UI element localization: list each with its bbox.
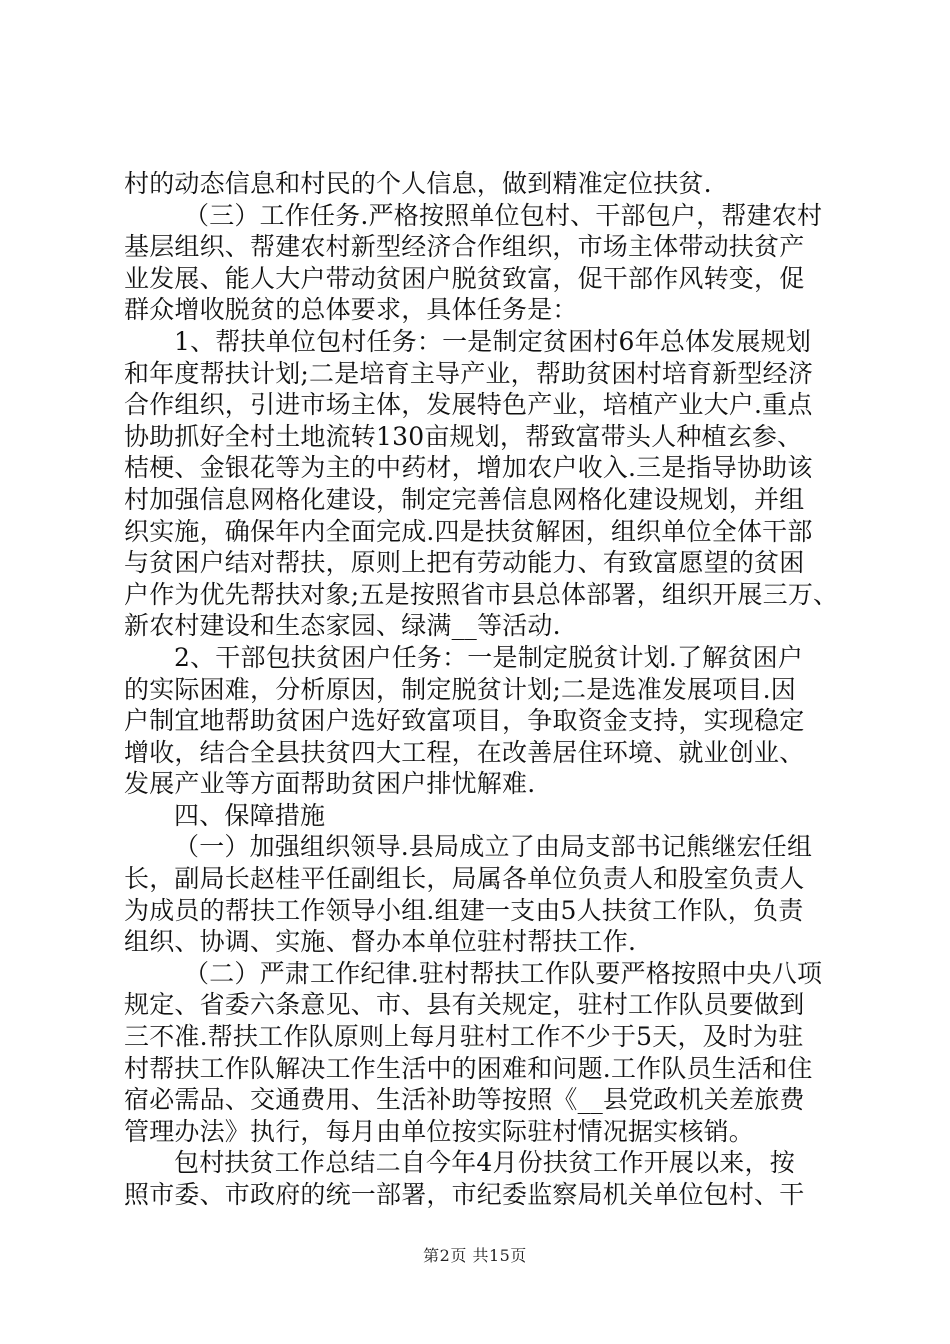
- text-line: 和年度帮扶计划;二是培育主导产业，帮助贫困村培育新型经济: [124, 358, 814, 388]
- text-line: 照市委、市政府的统一部署，市纪委监察局机关单位包村、干: [124, 1180, 805, 1209]
- text-line: 群众增收脱贫的总体要求，具体任务是：: [124, 295, 578, 325]
- text-line: 宿必需品、交通费用、生活补助等按照《__县党政机关差旅费: [124, 1085, 805, 1115]
- text-line: 的实际困难，分析原因，制定脱贫计划;二是选准发展项目.因: [124, 674, 796, 704]
- text-line: 户作为优先帮扶对象;五是按照省市县总体部署，组织开展三万、: [124, 579, 839, 609]
- text-line: 织实施，确保年内全面完成.四是扶贫解困，组织单位全体干部: [124, 516, 813, 546]
- text-line: （一）加强组织领导.县局成立了由局支部书记熊继宏任组: [174, 832, 813, 862]
- text-line: 为成员的帮扶工作领导小组.组建一支由5人扶贫工作队，负责: [124, 895, 804, 925]
- text-line: 增收，结合全县扶贫四大工程，在改善居住环境、就业创业、: [124, 737, 805, 767]
- text-line: 管理办法》执行，每月由单位按实际驻村情况据实核销。: [124, 1116, 755, 1146]
- document-body: [124, 168, 839, 1211]
- text-line: 发展产业等方面帮助贫困户排忧解难.: [124, 769, 536, 799]
- text-line: 新农村建设和生态家园、绿满__等活动.: [124, 611, 561, 641]
- text-line: 户制宜地帮助贫困户选好致富项目，争取资金支持，实现稳定: [124, 706, 805, 736]
- page-footer: 第2页 共15页: [423, 1246, 527, 1265]
- text-line: 基层组织、帮建农村新型经济合作组织，市场主体带动扶贫产: [124, 232, 805, 262]
- text-line: 组织、协调、实施、督办本单位驻村帮扶工作.: [124, 927, 637, 957]
- text-line: 规定、省委六条意见、市、县有关规定，驻村工作队员要做到: [124, 990, 805, 1020]
- text-line: 四、保障措施: [174, 800, 326, 830]
- text-line: 桔梗、金银花等为主的中药材，增加农户收入.三是指导协助该: [124, 453, 813, 483]
- text-line: 村的动态信息和村民的个人信息，做到精准定位扶贫.: [124, 169, 712, 198]
- text-line: 协助抓好全村土地流转130亩规划，帮致富带头人种植玄参、: [124, 421, 803, 451]
- text-line: 包村扶贫工作总结二自今年4月份扶贫工作开展以来，按: [174, 1148, 795, 1178]
- text-line: 1、帮扶单位包村任务：一是制定贫困村6年总体发展规划: [174, 326, 812, 356]
- text-line: 长，副局长赵桂平任副组长，局属各单位负责人和股室负责人: [124, 864, 805, 894]
- text-line: 村加强信息网格化建设，制定完善信息网格化建设规划，并组: [124, 484, 805, 514]
- text-line: 业发展、能人大户带动贫困户脱贫致富，促干部作风转变，促: [124, 263, 805, 293]
- text-line: 合作组织，引进市场主体，发展特色产业，培植产业大户.重点: [124, 390, 813, 420]
- text-line: （三）工作任务.严格按照单位包村、干部包户，帮建农村: [184, 200, 823, 230]
- text-line: 三不准.帮扶工作队原则上每月驻村工作不少于5天，及时为驻: [124, 1022, 804, 1052]
- text-line: （二）严肃工作纪律.驻村帮扶工作队要严格按照中央八项: [184, 958, 823, 988]
- text-line: 与贫困户结对帮扶，原则上把有劳动能力、有致富愿望的贫困: [124, 548, 805, 578]
- text-line: 村帮扶工作队解决工作生活中的困难和问题.工作队员生活和住: [124, 1053, 813, 1083]
- text-line: 2、干部包扶贫困户任务：一是制定脱贫计划.了解贫困户: [174, 642, 804, 672]
